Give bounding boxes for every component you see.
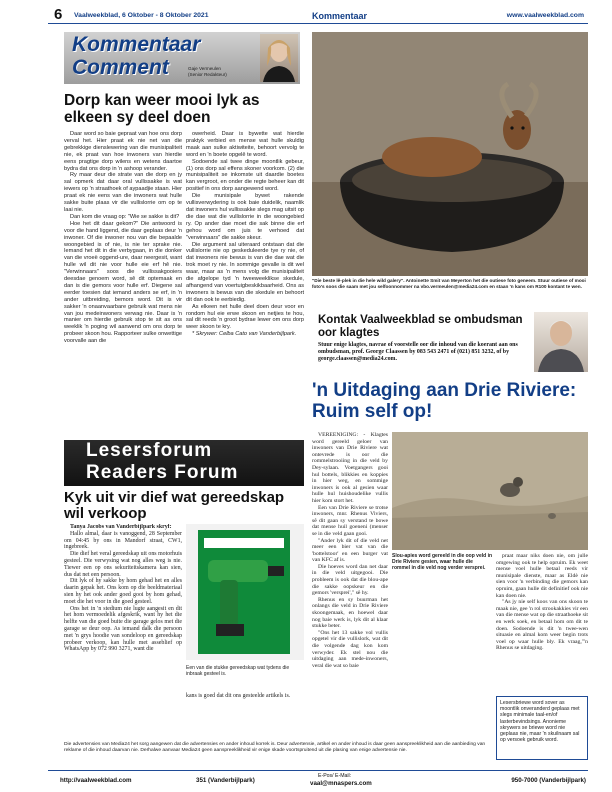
footer-email[interactable]: vaal@mnaspers.com: [310, 780, 372, 787]
lesersforum-column-2: kans is goed dat dit ons gesteelde artikels is.: [186, 693, 291, 699]
banner-title-lesersforum: Lesersforum: [86, 440, 213, 461]
lesersforum-banner: [64, 440, 304, 486]
rivers-paragraph: "Ons het 13 sakke vol vullis opgetel vir die vullislork, wat dit die volgende dag kon kom verwyder. Ek stel nou die uitdaging aan mede-inwoners, veral die wat so baie: [312, 629, 388, 669]
dateline: Vaalweekblad, 6 Oktober - 8 Oktober 2021: [74, 12, 209, 19]
rivers-paragraph: Die hoeves word dan net daar in die veld uitgegooi. Die probleem is ook dat die blou-ape die sakke oopskeur en die gemors 'versprei'," sê hy.: [312, 563, 388, 597]
footer: [48, 770, 588, 790]
editorial-column-2: [186, 131, 304, 386]
rivers-paragraph: praat maar niks doen nie, om julle omgewing ook te help opruim. Ek weet mense voel hulle betaal reeds vir munisipale dienste, maar as Eldè nie sien voor 'n verbinding die gemors kan opruim, gaan hulle dit definitief ook nie kan doen nie.: [496, 553, 588, 599]
letter-paragraph: Die dief het veral gereedskap uit ons motorhuis gesteel. Die verwysing wat nog alles weg is nie. Tiewer een op ons sekuriteitskamera kan sien, dus dat net een persoon.: [64, 551, 182, 578]
ombudsman-title: Kontak Vaalweekblad se ombudsman oor klagtes: [318, 314, 523, 339]
rivers-paragraph: Rhenus en sy buurman het onlangs die veld in Drie Riviere skoongemaak, en hoewel daar nog baie werk is, lyk dit al klaar stukke beter.: [312, 596, 388, 630]
rivers-paragraph: "Ander lyk dit of die veld net meer een bier vat van die 'bottelstoor' en een burger vat van KFC af is.: [312, 537, 388, 564]
footer-email-label: E-Pos/ E-Mail:: [318, 773, 352, 779]
editorial-paragraph: owerheid. Daar is bywette wat hierdie praktyk verbied en mense wat hulle skuldig maak aan sulke aktiwiteite, behoort vervolg te word en 'n boete opgelê te word.: [186, 131, 304, 158]
letters-policy-text: Lesersbriewe word sover as moontlik onveranderd geplaas met slegs minimale taal-en/of lasterbevindsings. Anonieme skrywers se briewe word nie geplaas nie, maar 'n skuilnaam sal op versoek gebruik word.: [500, 700, 580, 744]
footer-phone-1: 351 (Vanderbijlpark): [196, 777, 255, 784]
editorial-byline: * Skrywer: Celba Cato van Vanderbijlpark.: [192, 331, 297, 338]
rivers-paragraph: Een van Drie Riviere se trotse inwoners, mnr. Rhenus Viviers, sê dit gaan sy verstand te bowe dat mense huil goeneni (menser se in die veld gaan gooi.: [312, 504, 388, 537]
editorial-paragraph: As elkeen net hulle deel doen deur voor en rondom hul eie erwe skoon en netjies te hou, sal dit reeds 'n groot bydrae lewer om ons dorp weer skoon te kry.: [186, 303, 304, 331]
letter-paragraph: Hallo almal, daar is vanoggend, 28 September om 04:45 by ons in Mandorf straat, CW1, ingebreek.: [64, 530, 182, 551]
section-name: Kommentaar: [312, 11, 368, 21]
comment-banner: [64, 32, 300, 84]
rivers-column-1: [312, 432, 388, 732]
rivers-paragraph: "As jy nie self koos van ons skoon te maak nie, gee 'n rol strookakkies vir een van die mense wat op die straathoeke sit en werk soek, en betaal hom om dit te doen. Sodoende is dit 'n twee-wen situasie en almal kom weer begin trots voel op waar hulle bly. Ek vraag,"'n Rhenus se uitdaging.: [496, 599, 588, 652]
footer-url[interactable]: http://vaalweekblad.com: [60, 777, 132, 784]
letter-paragraph: Dit lyk of hy sakke by hom gehad het en alles daarin gepak het. Ons kom op die beeldmateriaal sien hy het ook ander goed gooi by hom gehad, moet die het voor in die goed gesteel.: [64, 578, 182, 605]
editorial-paragraph: Dan kom die vraag op: "Wie se sakke is dit?: [70, 213, 180, 220]
footer-phone-2: 950-7000 (Vanderbijlpark): [511, 777, 586, 784]
editorial-headline: Dorp kan weer mooi lyk as elkeen sy deel doen: [64, 92, 260, 126]
editorial-column-1: [64, 131, 182, 386]
monkey-photo: [392, 432, 588, 550]
editorial-paragraph: Die munisipale bywet rakende vullisverwydering is ook baie duidelik, naamlik dat inwoners hul vullissakke slegs mag uitsit op die dae wat die vullislorrie in die woongebied ry. Op ander dae moet die sak binne die erf gehou word om juis te verhoed dat "verwinnaars" die sakke skeur.: [186, 193, 304, 241]
editor-name: Gaje Vermeulen: [188, 66, 221, 71]
editorial-paragraph: Die argument sal uiteraard ontstaan dat die vullislorrie nie op geskeduleerde tye ry nie, of dat inwoners nie bewus is van die dae wat die trok moet ry nie. In sommige gevalle is dit wel waar, maar as 'n mens volg die munisipaliteit die afgelope tyd 'n tweeweeklikse skedule, afhangend van voertuigbeskikbaarheid. Ons as inwoners is bewus van die skedule en behoort dit dan ook te eerbiedig.: [186, 241, 304, 303]
letters-policy-box: [496, 696, 588, 760]
website: www.vaalweekblad.com: [506, 12, 584, 19]
banner-title-line1: Kommentaar: [72, 33, 201, 56]
goat-photo-caption: "Die beste lê-plek in die hele wild galery". Antoinette Smit van Meyerton het die outiese foto geneem. Stuur outiese of mooi foto's soos die saam met jou selfoonnommer na vbo.vermeulen@media24.com en staan 'n kans om R100 kontant te wen.: [312, 278, 586, 289]
editor-photo: [260, 34, 298, 82]
rivers-paragraph: VEREENIGING: - Klagtes word gereeld geloer van inwoners van Drie Riviere wat ontevrede is oor die rommelstrooiing in die veld by Dey-sylaan. Voetgangers gooi hul bottels, blikkies en koppies in hier weg, en sommige inwoners is ook al gesien waar hulle hul huishoudelike vullis hier kom stort het.: [312, 432, 388, 504]
page-number: 6: [54, 6, 63, 23]
letter-paragraph: Ons het in 'n stedium nie lugte aangesit en dit het hom vermoedelik afgeskrik, want hy het die helfte van die goed buite die garage gelos met die garage se deur oop. As iemand dalk die persoon met 'n grys hoodie van sondeloop en gereedskap probeer verkoop, kan hulle met asseblief op WhatsApp by 072 990 3271, want die: [64, 605, 182, 653]
editorial-paragraph: Ry maar deur die strate van die dorp en jy sal opmerk dat daar oral vullissakke is wat iewers op 'n straathoek of aypaadjie staan. Hier praat ek nie eens van die inwoners wat hulle sakke buite plaas vir die vullislorrie om op te laai nie.: [64, 172, 182, 213]
letter-byline: Tanya Jacobs van Vanderbijlpark skryf:: [70, 524, 172, 530]
masthead: [48, 8, 588, 24]
editor-title: (Senior Redakteur): [188, 72, 227, 77]
rivers-column-2: [496, 553, 588, 689]
drill-photo: [186, 524, 304, 660]
editorial-paragraph: Sodoende sal twee dinge moontlik gebeur, (1) ons dorp sal effens skoner voorkom. (2) die munisipaliteit se inkomste uit daardie boetes kan vergroot, en onder die regte beheer kan dit positief in ons dorp aangewend word.: [186, 158, 304, 193]
monkey-photo-caption: Slou-apies word gereeld in die oop veld in Drie Riviere gesien, waar hulle die rommel in die veld nog verder versprei.: [392, 553, 493, 571]
lesersforum-column-1: [64, 524, 182, 760]
ombudsman-photo: [534, 312, 588, 372]
lesersforum-headline: Kyk uit vir dief wat gereedskap wil verkoop: [64, 489, 285, 522]
goat-photo: [312, 32, 588, 276]
drill-photo-caption: Een van die stukke gereedskap wat tydens die inbraak gesteel is.: [186, 665, 290, 677]
editorial-paragraph: Daar word so baie gepraat van hoe ons dorp verval het. Hier praat ek nie net van die gebrekkige dienslewering van die munisipaliteit nie, ek praat van hoe inwoners van hierdie eens pragtige dorp wilens en wetens daartoe bydra dat ons dorp in 'n ashoop verander.: [64, 131, 182, 172]
banner-title-line2: Comment: [72, 56, 169, 79]
banner-title-readers-forum: Readers Forum: [86, 462, 239, 483]
editorial-paragraph: Hoe het dit daar gekom?" Die antwoord is voor die hand liggend, die daar geplaas deur 'n inwoner. Of die inwoner nou van die bepaalde woongebied is of nie, is nie ter sprake nie. Iemand het dit in die verbygaan, in die donker van die vroeë oggend-ure, daar neergesit, want hulle wil dit nie voor hulle eie erf hê nie. "Verwinnaars" soos die vullissakgooiers deesdae genoem word, sê dit optemaak en dan is die gemors voor hulle erf. Diegene sal eerder toesien dat iemand anders se erf, in 'n ander uitbreiding, bemors word. Dit is vir sakker 'n onaanvaarbare gebruik wat mens nie van jou medeinwoners verwag nie. Daar is 'n manier om hierdie gebruik stop te sit as ons weeklik 'n poging wil aanwend om ons dorp te probeer skoon hou. Rapporteer sulke onwettige voorvalle aan die: [64, 220, 182, 345]
rivers-headline: 'n Uitdaging aan Drie Riviere: Ruim self op!: [312, 380, 577, 422]
disclaimer: Die advertensies van Media24 het sorg aangewen dat die advertensies en ander inhoud korrek is. Deur advertensie, artikel en ander inhoud is daar geen aanspreeklikheid aan die aanbieding van reklame of die inhoud daarvan nie. Derhalwe aanvaar Media24 geen aanspreeklikheid vir enige skade voortspruitend uit die plasing van enige advertensie nie.: [64, 742, 486, 753]
ombudsman-box: [312, 312, 588, 374]
ombudsman-body: Stuur enige klagtes, navrae of voorstelle oor die inhoud van die koerant aan ons ombudsman, prof. George Claassen by 083 543 2471 of (021) 851 3232, of by george.claassen@media24.com.: [318, 342, 518, 362]
